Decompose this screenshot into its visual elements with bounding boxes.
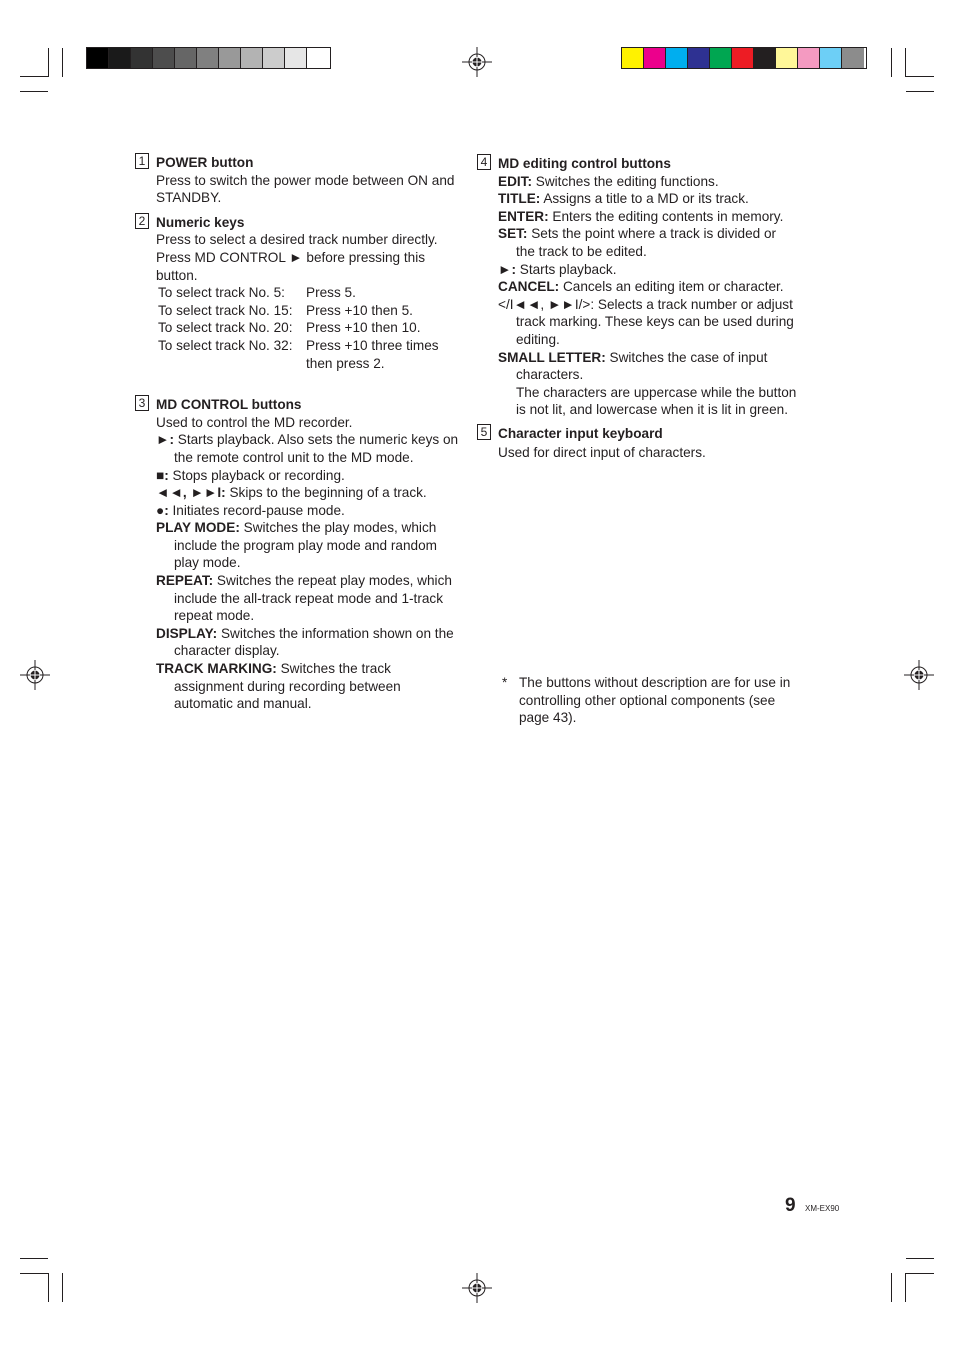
list-item <box>498 349 797 384</box>
section-title: MD CONTROL buttons <box>156 397 302 413</box>
color-swatch <box>754 48 776 68</box>
list-item <box>498 278 797 296</box>
color-swatch <box>820 48 842 68</box>
crop-mark <box>20 76 48 77</box>
crop-mark <box>48 48 49 77</box>
table-cell: Press +10 then 5. <box>306 302 413 318</box>
item-label: TRACK MARKING: <box>156 661 277 677</box>
color-swatch <box>109 48 131 68</box>
list-item <box>498 225 797 260</box>
crop-mark <box>20 1258 48 1259</box>
section-title: Character input keyboard <box>498 425 663 441</box>
section-text: Press to switch the power mode between ON and STANDBY. <box>156 172 455 206</box>
section-power-button <box>135 154 460 207</box>
crop-mark <box>62 48 63 77</box>
color-swatch <box>776 48 798 68</box>
table-row <box>158 319 460 337</box>
crop-mark <box>905 48 906 77</box>
section-character-keyboard <box>477 425 797 461</box>
crop-mark <box>891 1273 892 1302</box>
footnote-mark: * <box>502 675 508 690</box>
list-item <box>156 519 460 572</box>
list-item <box>156 660 460 713</box>
crop-mark <box>905 1273 906 1302</box>
section-text: Used for direct input of characters. <box>498 444 706 460</box>
item-text: Switches the repeat play modes, which include the all-track repeat mode and 1-track repeat mode. <box>174 573 452 624</box>
registration-mark-icon <box>904 660 934 690</box>
color-swatch <box>666 48 688 68</box>
registration-mark-icon <box>20 660 50 690</box>
color-bar <box>621 47 867 69</box>
item-label: SMALL LETTER: <box>498 349 606 365</box>
table-cell: To select track No. 15: <box>158 302 293 318</box>
list-item <box>498 296 797 349</box>
item-label: ENTER: <box>498 208 549 224</box>
section-number: 4 <box>477 154 491 170</box>
list-item <box>498 173 797 191</box>
item-text: Switches the track assignment during recording between automatic and manual. <box>174 661 401 712</box>
footnote-text: The buttons without description are for use in controlling other optional components (see page 43). <box>519 675 791 726</box>
section-title: Numeric keys <box>156 214 245 230</box>
item-label: SET: <box>498 226 528 242</box>
table-row <box>158 302 460 320</box>
color-swatch <box>285 48 307 68</box>
section-number: 1 <box>135 153 149 169</box>
item-label: ●: <box>156 502 169 518</box>
section-numeric-keys <box>135 214 460 372</box>
item-text: Cancels an editing item or character. <box>559 279 784 295</box>
list-item <box>498 208 797 226</box>
item-label: REPEAT: <box>156 573 214 589</box>
list-item <box>156 572 460 625</box>
crop-mark <box>906 1258 934 1259</box>
section-number: 5 <box>477 424 491 440</box>
color-swatch <box>241 48 263 68</box>
table-row <box>158 284 460 302</box>
item-text: Switches the information shown on the character display. <box>174 625 454 659</box>
color-swatch <box>688 48 710 68</box>
color-swatch <box>219 48 241 68</box>
item-label: TITLE: <box>498 191 541 207</box>
crop-mark <box>20 1273 48 1274</box>
section-text: Used to control the MD recorder. <box>156 414 353 430</box>
section-title: MD editing control buttons <box>498 156 671 171</box>
color-swatch <box>842 48 864 68</box>
section-number: 2 <box>135 213 149 229</box>
color-swatch <box>622 48 644 68</box>
small-letter-note: The characters are uppercase while the button is not lit, and lowercase when it is lit in green. <box>516 384 797 418</box>
footnote <box>502 674 792 727</box>
item-label: CANCEL: <box>498 279 560 295</box>
table-cell: Press 5. <box>306 285 356 301</box>
color-swatch <box>153 48 175 68</box>
color-swatch <box>131 48 153 68</box>
crop-mark <box>62 1273 63 1302</box>
item-text: Starts playback. <box>515 261 617 277</box>
table-cell: Press +10 then 10. <box>306 320 421 336</box>
registration-mark-icon <box>462 47 492 77</box>
item-label: ►: <box>156 432 174 448</box>
crop-mark <box>906 76 934 77</box>
item-text: Switches the case of input characters. <box>516 349 768 383</box>
list-item <box>156 484 460 502</box>
table-row <box>158 337 460 372</box>
registration-mark-icon <box>462 1273 492 1303</box>
section-md-editing-buttons <box>477 155 797 419</box>
section-text: Press MD CONTROL ► before pressing this button. <box>156 249 426 283</box>
color-swatch <box>732 48 754 68</box>
item-text: Assigns a title to a MD or its track. <box>540 191 749 207</box>
crop-mark <box>20 91 48 92</box>
table-cell: Press +10 three times then press 2. <box>306 337 439 371</box>
page-number: 9 <box>785 1195 796 1216</box>
item-text: Skips to the beginning of a track. <box>225 485 427 501</box>
item-label: ►: <box>498 261 516 277</box>
section-md-control-buttons <box>135 396 460 713</box>
item-label: EDIT: <box>498 173 532 189</box>
item-text: Enters the editing contents in memory. <box>548 208 784 224</box>
list-item <box>156 502 460 520</box>
item-text: Initiates record-pause mode. <box>168 502 345 518</box>
crop-mark <box>906 1273 934 1274</box>
table-cell: To select track No. 20: <box>158 320 293 336</box>
model-number: XM-EX90 <box>805 1204 840 1213</box>
list-item <box>156 431 460 466</box>
color-swatch <box>175 48 197 68</box>
list-item <box>498 261 797 279</box>
grayscale-bar <box>86 47 331 69</box>
color-swatch <box>307 48 329 68</box>
right-column <box>477 155 797 461</box>
crop-mark <box>48 1273 49 1302</box>
section-text: Press to select a desired track number directly. <box>156 232 438 248</box>
table-cell: To select track No. 32: <box>158 337 293 353</box>
section-number: 3 <box>135 395 149 411</box>
list-item <box>156 625 460 660</box>
crop-mark <box>906 91 934 92</box>
item-text: Sets the point where a track is divided or the track to be edited. <box>516 226 777 259</box>
item-text: Switches the play modes, which include the program play mode and random play mode. <box>174 520 437 571</box>
list-item <box>498 190 797 208</box>
item-label: DISPLAY: <box>156 625 218 641</box>
item-label: PLAY MODE: <box>156 520 240 536</box>
section-title: POWER button <box>156 155 254 170</box>
item-label: ◄◄, ►►I: <box>156 485 226 501</box>
crop-mark <box>891 48 892 77</box>
color-swatch <box>197 48 219 68</box>
list-item <box>156 467 460 485</box>
item-text: Starts playback. Also sets the numeric keys on the remote control unit to the MD mode. <box>173 432 459 465</box>
color-swatch <box>710 48 732 68</box>
item-text: Stops playback or recording. <box>168 467 345 483</box>
color-swatch <box>644 48 666 68</box>
item-text: </I◄◄, ►►I/>: Selects a track number or adjust track marking. These keys can be used during editing. <box>498 296 794 347</box>
color-swatch <box>263 48 285 68</box>
item-text: Switches the editing functions. <box>531 173 719 189</box>
item-label: ■: <box>156 467 169 483</box>
table-cell: To select track No. 5: <box>158 285 285 301</box>
color-swatch <box>87 48 109 68</box>
track-select-table <box>158 284 460 372</box>
color-swatch <box>798 48 820 68</box>
left-column <box>135 154 460 713</box>
